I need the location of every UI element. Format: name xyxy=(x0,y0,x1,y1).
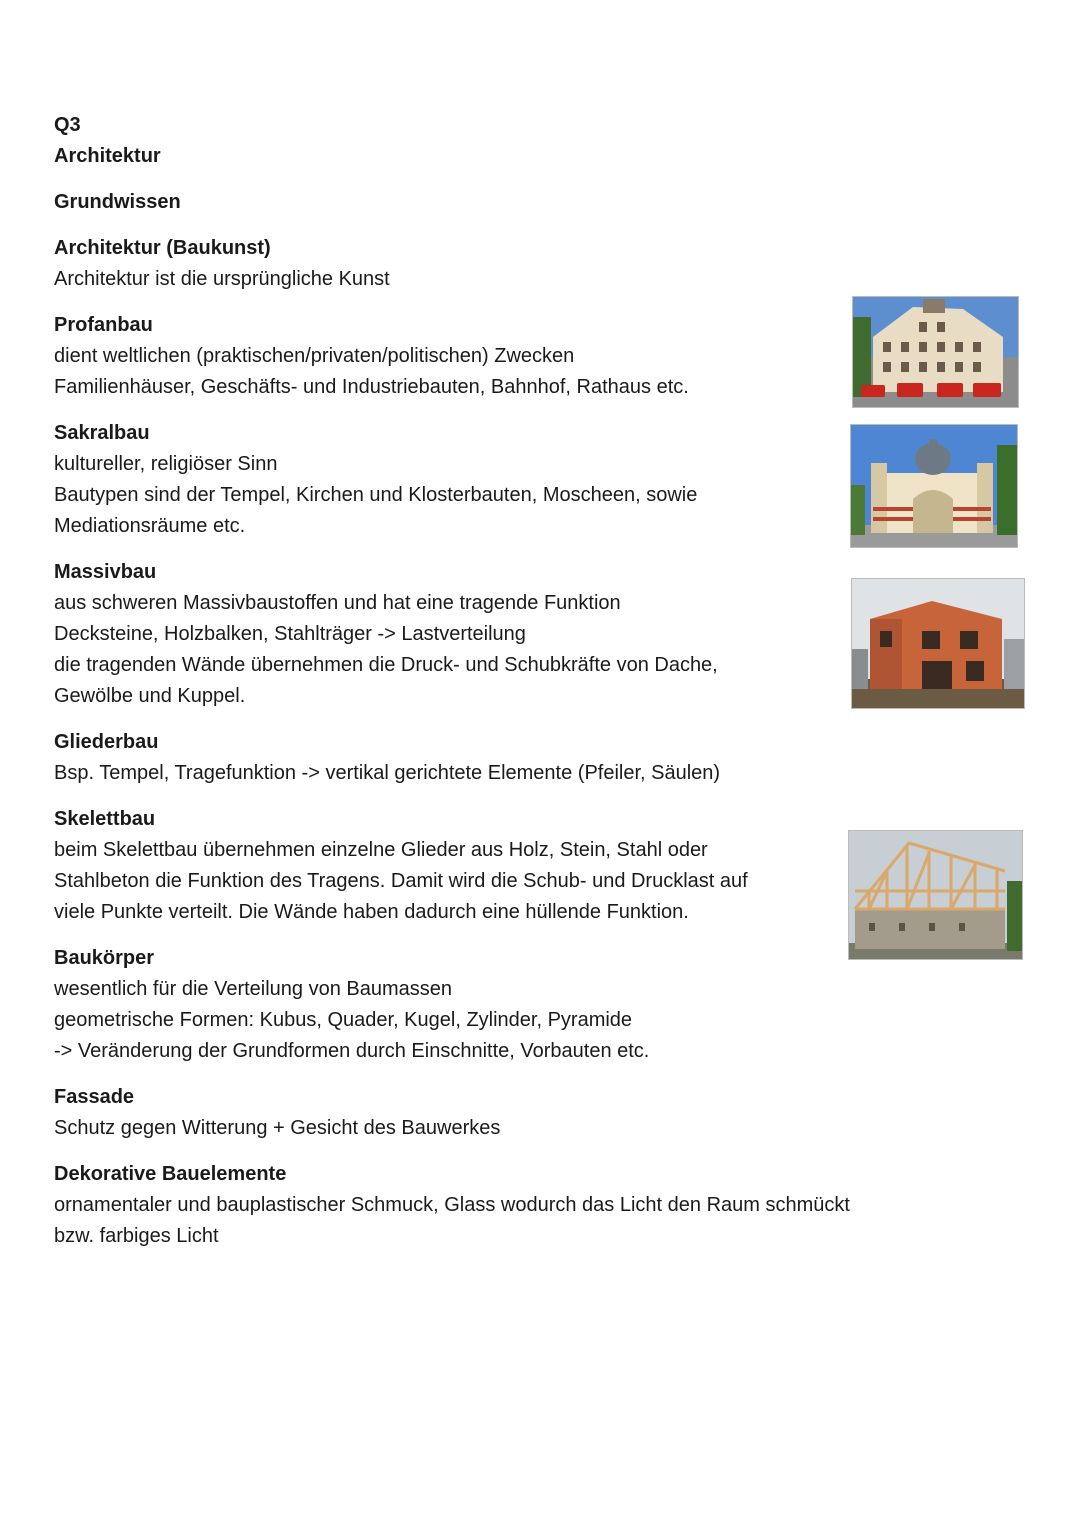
section-architektur xyxy=(54,233,954,295)
section-line: Familienhäuser, Geschäfts- und Industriebauten, Bahnhof, Rathaus etc. xyxy=(54,376,689,398)
section-baukoerper xyxy=(54,943,954,1067)
section-sakralbau xyxy=(54,418,954,542)
section-heading: Massivbau xyxy=(54,561,157,583)
section-line: Gewölbe und Kuppel. xyxy=(54,685,246,707)
profanbau-photo xyxy=(852,296,1019,408)
section-line: kultureller, religiöser Sinn xyxy=(54,453,278,475)
section-line: Bsp. Tempel, Tragefunktion -> vertikal gerichtete Elemente (Pfeiler, Säulen) xyxy=(54,762,721,784)
section-line: wesentlich für die Verteilung von Baumassen xyxy=(54,978,453,1000)
topic-title: Grundwissen xyxy=(54,191,181,213)
subject-title: Architektur xyxy=(54,145,161,167)
section-heading: Dekorative Bauelemente xyxy=(54,1163,287,1185)
section-heading: Sakralbau xyxy=(54,422,150,444)
skelettbau-photo xyxy=(848,830,1023,960)
section-line: Schutz gegen Witterung + Gesicht des Bauwerkes xyxy=(54,1117,501,1139)
course-code: Q3 xyxy=(54,114,81,136)
document-body xyxy=(54,110,954,1252)
section-heading: Profanbau xyxy=(54,314,153,336)
section-dekorative-bauelemente xyxy=(54,1159,954,1252)
section-line: bzw. farbiges Licht xyxy=(54,1225,219,1247)
section-line: die tragenden Wände übernehmen die Druck- und Schubkräfte von Dache, xyxy=(54,654,718,676)
massivbau-photo xyxy=(851,578,1025,709)
section-line: Decksteine, Holzbalken, Stahlträger -> Lastverteilung xyxy=(54,623,526,645)
section-heading: Baukörper xyxy=(54,947,155,969)
section-line: Bautypen sind der Tempel, Kirchen und Klosterbauten, Moscheen, sowie xyxy=(54,484,698,506)
section-line: geometrische Formen: Kubus, Quader, Kugel, Zylinder, Pyramide xyxy=(54,1009,633,1031)
section-heading: Fassade xyxy=(54,1086,135,1108)
section-fassade xyxy=(54,1082,954,1144)
section-line: Stahlbeton die Funktion des Tragens. Damit wird die Schub- und Drucklast auf xyxy=(54,870,748,892)
section-line: Mediationsräume etc. xyxy=(54,515,246,537)
section-gliederbau xyxy=(54,727,954,789)
section-massivbau xyxy=(54,557,954,712)
section-line: beim Skelettbau übernehmen einzelne Glieder aus Holz, Stein, Stahl oder xyxy=(54,839,708,861)
section-heading: Architektur (Baukunst) xyxy=(54,237,271,259)
section-line: Architektur ist die ursprüngliche Kunst xyxy=(54,268,390,290)
section-heading: Skelettbau xyxy=(54,808,156,830)
sakralbau-photo xyxy=(850,424,1018,548)
section-heading: Gliederbau xyxy=(54,731,159,753)
section-line: ornamentaler und bauplastischer Schmuck, Glass wodurch das Licht den Raum schmückt xyxy=(54,1194,850,1216)
section-skelettbau xyxy=(54,804,954,928)
section-line: dient weltlichen (praktischen/privaten/politischen) Zwecken xyxy=(54,345,575,367)
section-profanbau xyxy=(54,310,954,403)
section-line: aus schweren Massivbaustoffen und hat eine tragende Funktion xyxy=(54,592,621,614)
section-line: -> Veränderung der Grundformen durch Einschnitte, Vorbauten etc. xyxy=(54,1040,650,1062)
section-line: viele Punkte verteilt. Die Wände haben dadurch eine hüllende Funktion. xyxy=(54,901,689,923)
